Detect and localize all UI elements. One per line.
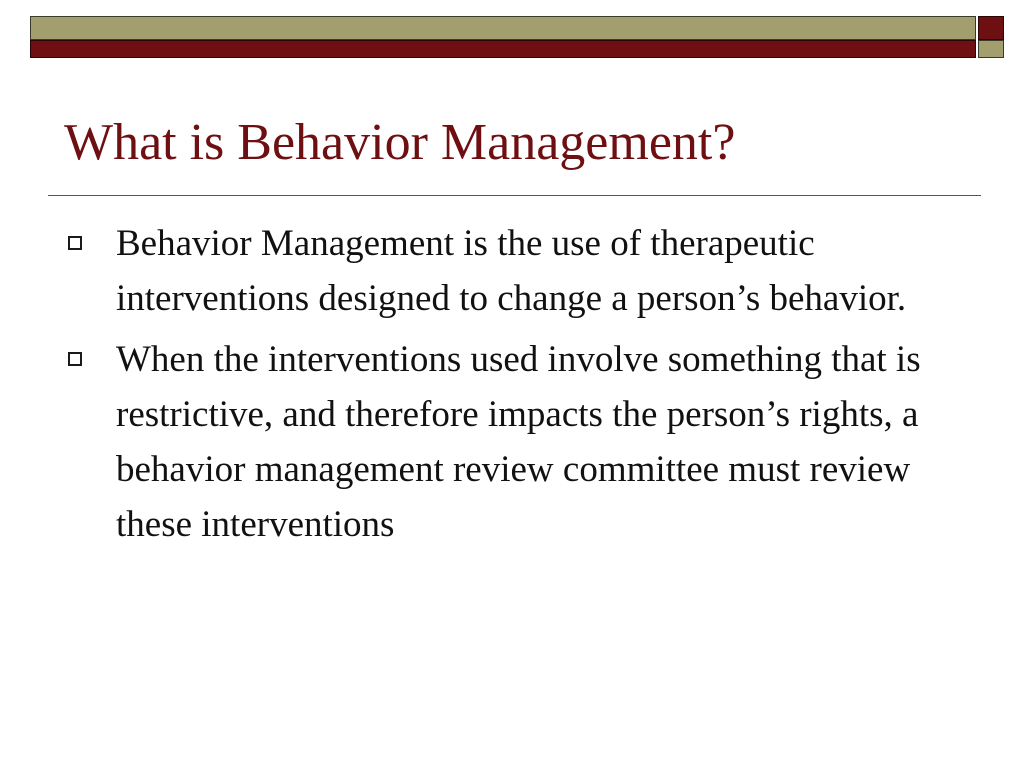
header-bar-red [30,40,976,58]
corner-block-olive [978,40,1004,58]
bullet-list [64,216,964,558]
bullet-text: Behavior Management is the use of therapeutic interventions designed to change a person’s behavior. [116,223,907,319]
slide-title: What is Behavior Management? [64,114,736,171]
hollow-square-bullet-icon [68,352,82,366]
header-bar-olive [30,16,976,40]
hollow-square-bullet-icon [68,236,82,250]
bullet-text: When the interventions used involve something that is restrictive, and therefore impacts the person’s rights, a behavior management review committee must review these interventions [116,339,921,545]
bullet-item [64,332,964,552]
corner-block-red [978,16,1004,40]
bullet-item [64,216,964,326]
title-divider [48,195,981,196]
